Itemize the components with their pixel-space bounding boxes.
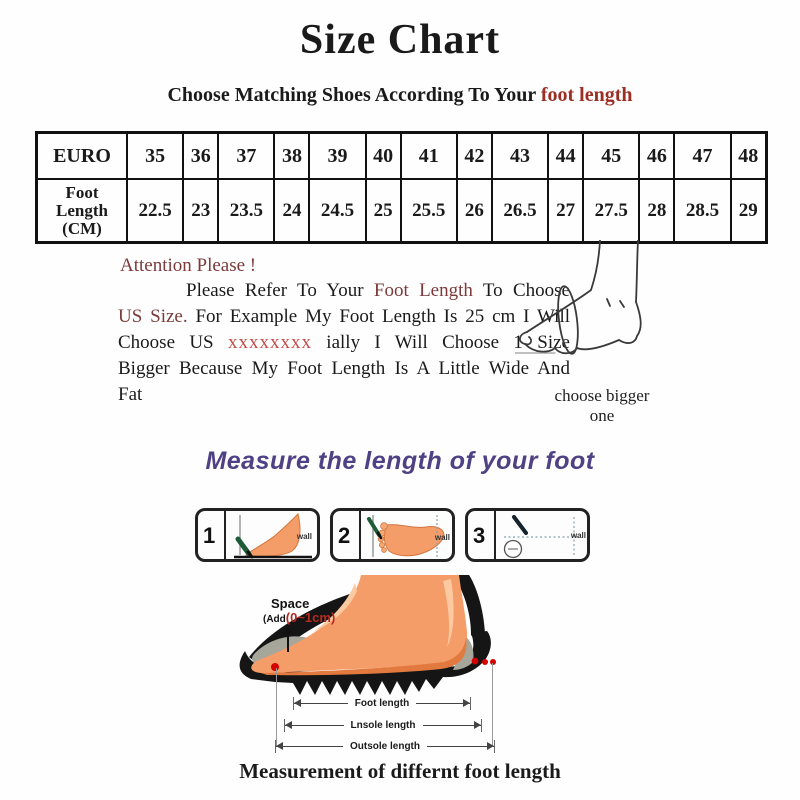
wall-label: wall (434, 533, 450, 542)
label-line: Foot (65, 182, 99, 202)
attention-highlight-us-size: US Size. (118, 306, 188, 327)
measure-section-heading: Measure the length of your foot (205, 447, 595, 475)
label-line: (CM) (62, 218, 102, 238)
space-value: (0~1cm) (285, 610, 336, 625)
euro-size-cell: 35 (127, 133, 183, 180)
size-table (35, 131, 768, 244)
dimension-outsole-length (275, 740, 495, 753)
foot-length-cell: 22.5 (127, 179, 183, 243)
sketch-caption: choose bigger one (554, 386, 650, 425)
euro-size-cell: 38 (274, 133, 309, 180)
attention-paragraph (118, 278, 570, 408)
foot-length-cell: 26.5 (492, 179, 548, 243)
subtitle-text: Choose Matching Shoes According To Your (167, 84, 541, 106)
euro-size-cell: 37 (218, 133, 274, 180)
space-add-label (263, 610, 335, 625)
euro-size-cell: 36 (183, 133, 218, 180)
step-panel-2 (330, 508, 455, 562)
attention-heading: Attention Please ! (120, 255, 257, 276)
foot-sketch-illustration (515, 240, 690, 375)
extent-line-toe (276, 668, 277, 746)
attention-text: For Example My Foot Length Is 25 cm I Will Choose US (118, 306, 570, 353)
table-row-foot-length (37, 179, 767, 243)
foot-length-cell: 26 (457, 179, 492, 243)
subtitle-highlight: foot length (540, 84, 633, 106)
foot-length-cell: 29 (731, 179, 767, 243)
dimension-arrow-line (427, 746, 494, 748)
euro-size-cell: 41 (401, 133, 457, 180)
euro-size-cell: 42 (457, 133, 492, 180)
attention-text: ially I Will Choose 1 Size Bigger Because My Foot Length Is A Little Wide And Fat (118, 332, 570, 405)
subtitle (0, 84, 800, 107)
step-number: 3 (473, 523, 486, 548)
attention-crossed-text: xxxxxxxx (227, 332, 312, 353)
dimension-foot-length (293, 697, 471, 710)
footer-caption: Measurement of differnt foot length (239, 759, 561, 783)
euro-size-cell: 43 (492, 133, 548, 180)
dimension-arrow-line (416, 703, 470, 705)
step-panel-1 (195, 508, 320, 562)
attention-text: To Choose (472, 280, 570, 301)
attention-highlight-foot-length: Foot Length (373, 280, 473, 301)
foot-length-cell: 23.5 (218, 179, 274, 243)
space-label: Space (271, 596, 310, 611)
dimension-arrow-line (423, 725, 482, 727)
foot-length-cell: 23 (183, 179, 218, 243)
page-title: Size Chart (299, 17, 501, 63)
measurement-steps (195, 508, 590, 562)
dimension-label: Outsole length (350, 741, 420, 752)
euro-size-cell: 39 (309, 133, 365, 180)
foot-length-cell: 28 (639, 179, 674, 243)
dimension-label: Lnsole length (350, 720, 416, 731)
dimension-arrow-line (285, 725, 344, 727)
foot-length-cell: 24.5 (309, 179, 365, 243)
dimension-label: Foot length (354, 698, 410, 709)
euro-size-cell: 40 (366, 133, 401, 180)
label-line: Length (56, 200, 108, 220)
dimension-insole-length (284, 719, 482, 732)
euro-row-label: EURO (37, 133, 128, 180)
dimension-arrow-line (294, 703, 348, 705)
foot-length-cell: 27 (548, 179, 583, 243)
attention-text: Please Refer To Your (186, 280, 374, 301)
foot-length-row-label (37, 179, 128, 243)
foot-length-cell: 25.5 (401, 179, 457, 243)
foot-length-cell: 28.5 (674, 179, 730, 243)
table-row-euro (37, 133, 767, 180)
euro-size-cell: 44 (548, 133, 583, 180)
step-number: 1 (203, 523, 216, 548)
wall-label: wall (570, 531, 586, 540)
euro-size-cell: 48 (731, 133, 767, 180)
step-number: 2 (338, 523, 351, 548)
foot-length-cell: 25 (366, 179, 401, 243)
extent-line-heel (492, 663, 493, 746)
wall-label: wall (296, 532, 312, 541)
step-panel-3 (465, 508, 590, 562)
dimension-arrow-line (276, 746, 343, 748)
foot-length-cell: 27.5 (583, 179, 639, 243)
foot-length-cell: 24 (274, 179, 309, 243)
euro-size-cell: 47 (674, 133, 730, 180)
euro-size-cell: 46 (639, 133, 674, 180)
attention-block (118, 255, 570, 408)
euro-size-cell: 45 (583, 133, 639, 180)
space-add-text: (Add (263, 614, 286, 625)
foot-in-shoe-illustration (235, 575, 515, 703)
